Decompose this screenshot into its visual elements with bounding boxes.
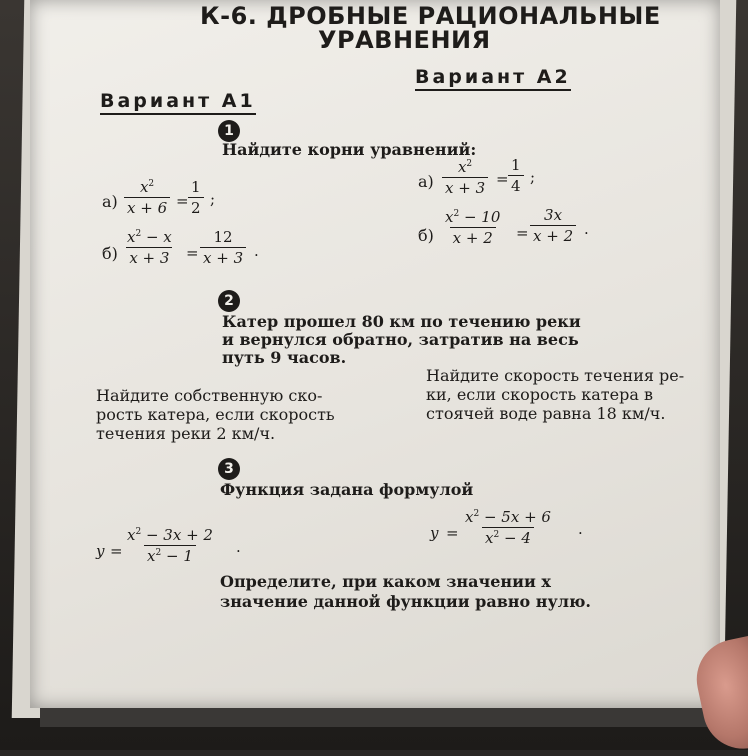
a1-eq-a-semicolon: ;: [210, 190, 216, 208]
a1-eq-b-equals: =: [186, 244, 199, 262]
a1-eq-a-equals: =: [176, 192, 189, 210]
a2-function-y: y: [430, 524, 439, 542]
a1-function-fraction: $\frac{x^2 - 3x + 2}{x^2 - 1}$: [127, 526, 213, 565]
a1-eq-b-label: б): [102, 244, 118, 263]
a2-function-fraction: $\frac{x^2 - 5x + 6}{x^2 - 4}$: [465, 508, 551, 547]
a2-eq-b-label: б): [418, 226, 434, 245]
task-2-statement-line2: и вернулся обратно, затратив на весь: [222, 330, 579, 349]
task-2-a2-line2: ки, если скорость катера в: [426, 385, 653, 404]
task-2-a1-line1: Найдите собственную ско-: [96, 386, 323, 405]
task-2-a2-line1: Найдите скорость течения ре-: [426, 366, 685, 385]
a2-eq-b-equals: =: [516, 224, 529, 242]
variant-a2-heading: Вариант А2: [415, 66, 571, 91]
task-2-statement-line1: Катер прошел 80 км по течению реки: [222, 312, 581, 331]
a2-eq-a-semicolon: ;: [530, 168, 536, 186]
task-2-a2-line3: стоячей воде равна 18 км/ч.: [426, 404, 666, 423]
a1-eq-b-lhs-fraction: $\frac{x^2 - x}{x + 3}$: [127, 228, 172, 267]
task-3-question-line2: значение данной функции равно нулю.: [220, 592, 591, 611]
a1-function-period: .: [236, 538, 241, 556]
task-2-number-badge: 2: [218, 290, 240, 312]
page-title-line1: К-6. ДРОБНЫЕ РАЦИОНАЛЬНЫЕ: [200, 2, 661, 30]
a1-eq-a-lhs-fraction: $\frac{x^2}{x + 6}$: [124, 178, 170, 217]
task-1-instruction: Найдите корни уравнений:: [222, 140, 477, 159]
a1-eq-a-rhs-fraction: $\frac{1}{2}$: [188, 178, 204, 217]
task-3-number-badge: 3: [218, 458, 240, 480]
variant-a1-heading: Вариант А1: [100, 90, 256, 115]
task-2-a1-line2: рость катера, если скорость: [96, 405, 335, 424]
a2-function-period: .: [578, 520, 583, 538]
a2-eq-a-lhs-fraction: $\frac{x^2}{x + 3}$: [442, 158, 488, 197]
a2-eq-a-equals: =: [496, 170, 509, 188]
task-2-a1-line3: течения реки 2 км/ч.: [96, 424, 276, 443]
a2-eq-a-label: а): [418, 172, 434, 191]
book-page: [30, 0, 720, 708]
a2-eq-b-period: .: [584, 220, 589, 238]
a1-function-y: y: [96, 542, 105, 560]
a1-eq-b-rhs-fraction: $\frac{12}{x + 3}$: [200, 228, 246, 267]
a1-eq-a-label: а): [102, 192, 118, 211]
book-bottom-edge: [40, 705, 730, 727]
a1-eq-b-period: .: [254, 242, 259, 260]
a2-eq-b-lhs-fraction: $\frac{x^2 - 10}{x + 2}$: [445, 208, 501, 247]
task-3-question-line1: Определите, при каком значении x: [220, 572, 551, 591]
page-title-line2: УРАВНЕНИЯ: [318, 26, 491, 54]
task-2-statement-line3: путь 9 часов.: [222, 348, 347, 367]
a2-eq-b-rhs-fraction: $\frac{3x}{x + 2}$: [530, 206, 576, 245]
a1-function-equals: =: [110, 542, 123, 560]
a2-function-equals: =: [446, 524, 459, 542]
task-3-statement: Функция задана формулой: [220, 480, 474, 499]
a2-eq-a-rhs-fraction: $\frac{1}{4}$: [508, 156, 524, 195]
task-1-number-badge: 1: [218, 120, 240, 142]
